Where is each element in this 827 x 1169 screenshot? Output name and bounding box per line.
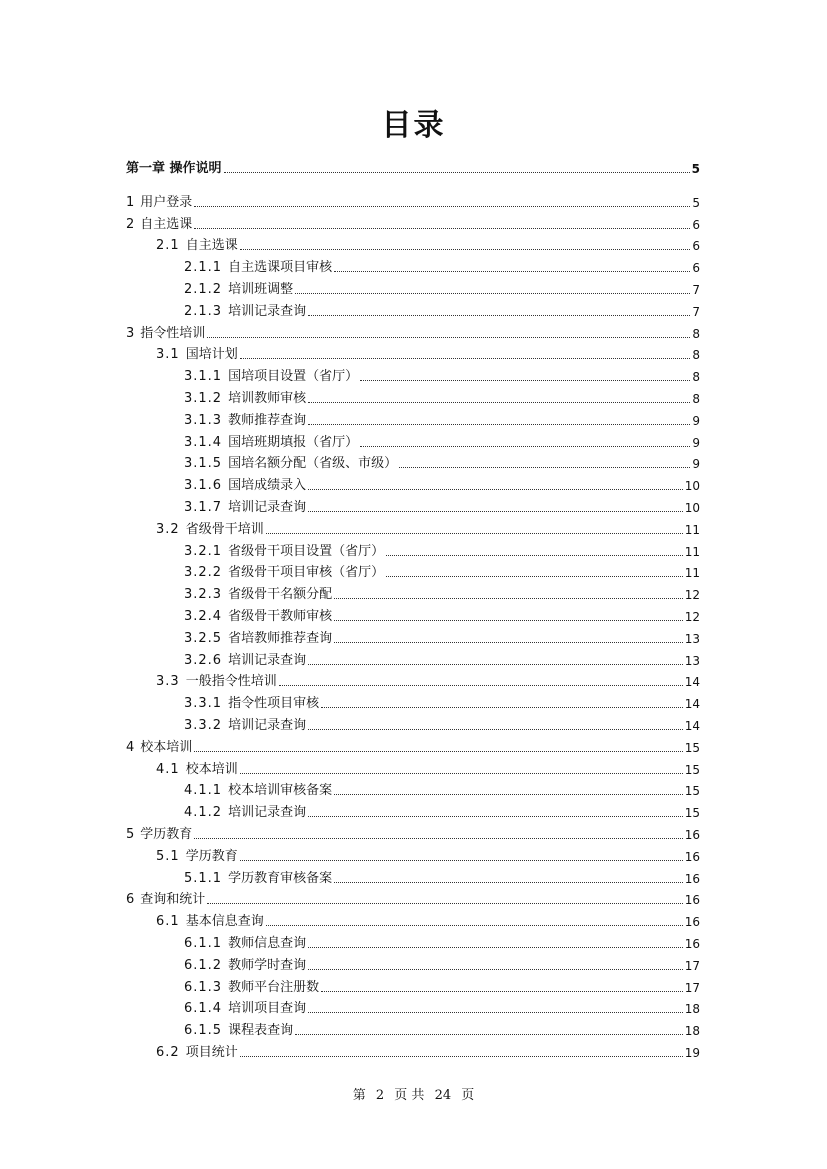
toc-dot-leader <box>308 511 683 512</box>
toc-entry-page: 17 <box>684 958 700 973</box>
toc-dot-leader <box>334 794 683 795</box>
toc-entry-page: 10 <box>684 479 700 494</box>
toc-entry[interactable] <box>184 996 700 1016</box>
toc-entry-page: 15 <box>684 762 700 777</box>
toc-entry-page: 5 <box>692 195 700 210</box>
toc-dot-leader <box>308 947 683 948</box>
toc-entry-number: 3.1.7 <box>184 500 223 515</box>
toc-dot-leader <box>240 773 683 774</box>
toc-dot-leader <box>240 860 683 861</box>
toc-entry-title: 查询和统计 <box>140 892 206 908</box>
toc-entry-title: 教师学时查询 <box>228 957 307 973</box>
toc-dot-leader <box>399 467 690 468</box>
toc-entry-title: 培训记录查询 <box>228 718 307 733</box>
toc-entry-title: 培训教师审核 <box>228 391 307 406</box>
toc-entry-page: 18 <box>684 1024 700 1039</box>
toc-entry-number: 6.1.1 <box>184 936 223 951</box>
toc-dot-leader <box>194 206 690 207</box>
toc-entry-number: 3.1.4 <box>184 434 223 450</box>
toc-entry-title: 培训记录查询 <box>228 500 307 515</box>
toc-entry-title: 国培计划 <box>185 347 238 363</box>
toc-entry-page: 17 <box>684 980 700 995</box>
toc-entry[interactable] <box>156 517 700 537</box>
toc-entry-page: 8 <box>692 326 700 341</box>
toc-entry-title: 指令性培训 <box>140 325 206 341</box>
toc-dot-leader <box>279 685 683 686</box>
toc-entry-title: 教师信息查询 <box>228 936 307 951</box>
toc-entry-page: 6 <box>692 239 700 254</box>
toc-entry-title: 省级骨干培训 <box>185 521 264 537</box>
toc-entry-page: 9 <box>692 457 700 472</box>
toc-entry-number: 6.1.5 <box>184 1023 223 1039</box>
toc-entry-number: 3.2.1 <box>184 543 223 559</box>
toc-entry[interactable] <box>184 364 700 384</box>
toc-entry[interactable] <box>184 778 700 798</box>
toc-dot-leader <box>308 816 683 817</box>
toc-entry[interactable] <box>156 757 700 777</box>
footer-suffix: 页 <box>461 1088 475 1103</box>
toc-entry-title: 国培项目设置（省厅） <box>228 369 359 385</box>
toc-entry-number: 3.3.2 <box>184 718 223 733</box>
toc-entry[interactable] <box>156 342 700 362</box>
toc-entry[interactable] <box>184 931 700 951</box>
toc-dot-leader <box>308 489 683 490</box>
toc-entry[interactable] <box>184 473 700 493</box>
toc-dot-leader <box>266 533 683 534</box>
toc-entry-number: 2.1.2 <box>184 282 223 297</box>
toc-entry[interactable] <box>184 277 700 297</box>
toc-dot-leader <box>240 358 691 359</box>
toc-entry-number: 5.1.1 <box>184 870 223 886</box>
toc-entry-number: 3.1.2 <box>184 391 223 406</box>
toc-entry-title: 培训班调整 <box>228 282 294 297</box>
toc-entry-title: 用户登录 <box>140 194 193 210</box>
toc-entry-page: 14 <box>684 675 700 690</box>
toc-entry[interactable] <box>184 495 700 515</box>
toc-entry[interactable] <box>126 321 700 341</box>
toc-dot-leader <box>240 1056 683 1057</box>
toc-dot-leader <box>308 1012 683 1013</box>
toc-dot-leader <box>334 598 683 599</box>
toc-entry-number: 2.1 <box>156 238 180 254</box>
toc-entry-number: 3.3.1 <box>184 696 223 712</box>
toc-entry-title: 国培成绩录入 <box>228 478 307 494</box>
toc-dot-leader <box>308 664 683 665</box>
toc-entry-page: 14 <box>684 697 700 712</box>
toc-entry[interactable] <box>126 822 700 842</box>
footer-prefix: 第 <box>352 1088 366 1103</box>
toc-entry-number: 5 <box>126 827 135 842</box>
toc-entry-number: 6.2 <box>156 1045 180 1060</box>
toc-entry-title: 省级骨干项目设置（省厅） <box>228 543 385 559</box>
footer-total-pages: 24 <box>434 1088 452 1103</box>
toc-entry-page: 13 <box>684 631 700 646</box>
toc-entry-title: 学历教育 <box>140 827 193 842</box>
page-title: 目录 <box>381 108 446 143</box>
toc-entry-page: 16 <box>684 849 700 864</box>
toc-entry[interactable] <box>126 190 700 210</box>
toc-entry-page: 15 <box>684 784 700 799</box>
toc-entry-title: 基本信息查询 <box>185 914 264 930</box>
toc-dot-leader <box>266 925 683 926</box>
toc-entry-page: 16 <box>684 828 700 842</box>
page-footer <box>0 1084 827 1103</box>
toc-entry-title: 省培教师推荐查询 <box>228 630 333 646</box>
toc-entry[interactable] <box>184 386 700 406</box>
toc-dot-leader <box>194 751 682 752</box>
toc-entry[interactable] <box>184 691 700 711</box>
toc-entry-number: 3.1.3 <box>184 412 223 428</box>
toc-entry[interactable] <box>184 953 700 973</box>
toc-entry-page: 16 <box>684 871 700 886</box>
toc-entry-page: 12 <box>684 588 700 603</box>
toc-entry-title: 自主选课 <box>140 216 193 232</box>
toc-entry[interactable] <box>184 626 700 646</box>
toc-entry-title: 国培班期填报（省厅） <box>228 434 359 450</box>
toc-entry[interactable] <box>184 648 700 668</box>
toc-entry[interactable] <box>156 909 700 929</box>
toc-entry-number: 3.1.6 <box>184 478 223 494</box>
toc-dot-leader <box>295 1034 683 1035</box>
toc-entry-number: 3.1 <box>156 347 180 363</box>
toc-entry-page: 18 <box>684 1002 700 1017</box>
toc-entry-title: 培训记录查询 <box>228 652 307 668</box>
toc-entry-number: 6.1.4 <box>184 1001 223 1017</box>
toc-entry-title: 培训记录查询 <box>228 805 307 821</box>
toc-dot-leader <box>360 446 690 447</box>
toc-dot-leader <box>207 903 682 904</box>
toc-dot-leader <box>194 838 682 839</box>
toc-dot-leader <box>334 620 683 621</box>
toc-dot-leader <box>194 228 690 229</box>
toc-entry-number: 4 <box>126 739 135 755</box>
toc-entry-page: 13 <box>684 653 700 668</box>
toc-dot-leader <box>386 555 683 556</box>
toc-entry-title: 教师平台注册数 <box>228 979 320 995</box>
toc-dot-leader <box>360 380 690 381</box>
toc-entry[interactable] <box>184 299 700 319</box>
toc-entry-title: 教师推荐查询 <box>228 412 307 428</box>
toc-entry[interactable] <box>156 844 700 864</box>
toc-entry-title: 课程表查询 <box>228 1023 294 1039</box>
toc-entry-number: 6.1.2 <box>184 957 223 973</box>
toc-entry-page: 7 <box>692 304 700 319</box>
toc-entry-title: 省级骨干项目审核（省厅） <box>228 565 385 581</box>
toc-entry-title: 国培名额分配（省级、市级） <box>228 456 398 472</box>
toc-entry[interactable] <box>184 451 700 471</box>
toc-entry-page: 11 <box>684 522 700 537</box>
toc-entry-number: 3.3 <box>156 674 180 690</box>
toc-entry-title: 培训项目查询 <box>228 1001 307 1017</box>
toc-dot-leader <box>207 337 690 338</box>
toc-entry-title: 自主选课项目审核 <box>228 260 333 276</box>
toc-entry-page: 16 <box>684 915 700 930</box>
toc-dot-leader <box>224 172 690 173</box>
toc-entry-page: 8 <box>692 370 700 385</box>
toc-entry-title: 省级骨干名额分配 <box>228 587 333 603</box>
toc-entry-number: 6.1.3 <box>184 979 223 995</box>
toc-entry-title: 一般指令性培训 <box>185 674 277 690</box>
toc-entry-page: 19 <box>684 1046 700 1060</box>
toc-entry-number: 3.2 <box>156 521 180 537</box>
toc-entry-page: 6 <box>692 261 700 276</box>
toc-dot-leader <box>386 576 683 577</box>
toc-entry-number: 3.2.4 <box>184 609 223 624</box>
toc-entry[interactable] <box>184 866 700 886</box>
toc-entry[interactable] <box>126 735 700 755</box>
toc-entry-title: 学历教育 <box>185 848 238 864</box>
toc-entry[interactable] <box>184 430 700 450</box>
toc-entry-page: 14 <box>684 719 700 733</box>
toc-entry-page: 11 <box>684 566 700 581</box>
toc-entry-page: 6 <box>692 217 700 232</box>
toc-entry-page: 9 <box>692 413 700 428</box>
toc-entry-page: 7 <box>692 283 700 297</box>
toc-entry-page: 11 <box>684 544 700 559</box>
toc-dot-leader <box>321 991 683 992</box>
toc-entry[interactable] <box>184 604 700 624</box>
toc-entry-number: 2 <box>126 216 135 232</box>
toc-entry-page: 16 <box>684 937 700 951</box>
toc-dot-leader <box>334 642 683 643</box>
toc-dot-leader <box>308 402 690 403</box>
toc-entry-number: 6.1 <box>156 914 180 930</box>
toc-entry-page: 8 <box>692 392 700 406</box>
toc-entry-number: 3.2.6 <box>184 652 223 668</box>
toc-entry[interactable] <box>126 156 700 176</box>
toc-entry-title: 省级骨干教师审核 <box>228 609 333 624</box>
toc-entry[interactable] <box>184 1018 700 1038</box>
toc-entry-number: 4.1 <box>156 761 180 777</box>
toc-entry-page: 9 <box>692 435 700 450</box>
toc-entry-page: 12 <box>684 610 700 624</box>
toc-entry-page: 10 <box>684 501 700 515</box>
toc-entry-number: 6 <box>126 892 135 908</box>
toc-entry[interactable] <box>156 1040 700 1060</box>
toc-entry-number: 2.1.3 <box>184 303 223 319</box>
toc-entry-page: 5 <box>691 162 700 176</box>
toc-entry-number: 3.1.5 <box>184 456 223 472</box>
toc-dot-leader <box>308 969 683 970</box>
toc-entry[interactable] <box>156 669 700 689</box>
toc-entry-number: 3 <box>126 325 135 341</box>
toc-entry[interactable] <box>184 408 700 428</box>
footer-current-page: 2 <box>375 1088 385 1103</box>
footer-mid: 页 共 <box>394 1088 425 1103</box>
toc-entry[interactable] <box>184 255 700 275</box>
toc-entry-number: 3.2.2 <box>184 565 223 581</box>
toc-entry-number: 3.2.5 <box>184 630 223 646</box>
toc-entry[interactable] <box>156 233 700 253</box>
toc-dot-leader <box>308 424 690 425</box>
toc-entry-title: 学历教育审核备案 <box>228 870 333 886</box>
toc-entry-title: 第一章 操作说明 <box>126 161 222 176</box>
toc-entry[interactable] <box>184 713 700 733</box>
toc-entry[interactable] <box>184 800 700 820</box>
toc-entry-page: 16 <box>684 893 700 908</box>
toc-entry-page: 15 <box>684 806 700 821</box>
toc-dot-leader <box>334 882 683 883</box>
toc-entry-number: 5.1 <box>156 848 180 864</box>
toc-dot-leader <box>308 315 690 316</box>
toc-entry-title: 校本培训 <box>140 739 193 755</box>
toc-entry-page: 8 <box>692 348 700 363</box>
toc-dot-leader <box>295 293 690 294</box>
toc-entry-page: 15 <box>684 740 700 755</box>
toc-entry-number: 4.1.1 <box>184 783 223 799</box>
toc-entry-number: 4.1.2 <box>184 805 223 821</box>
toc-entry-title: 指令性项目审核 <box>228 696 320 712</box>
toc-dot-leader <box>240 249 691 250</box>
toc-entry[interactable] <box>126 212 700 232</box>
toc-entry[interactable] <box>184 975 700 995</box>
toc-entry-title: 培训记录查询 <box>228 303 307 319</box>
toc-entry-title: 校本培训 <box>185 761 238 777</box>
toc-entry-number: 1 <box>126 194 135 210</box>
toc-entry-title: 校本培训审核备案 <box>228 783 333 799</box>
toc-entry[interactable] <box>184 582 700 602</box>
toc-dot-leader <box>334 271 690 272</box>
toc-entry-number: 3.2.3 <box>184 587 223 603</box>
toc-entry[interactable] <box>184 560 700 580</box>
toc-entry[interactable] <box>184 539 700 559</box>
toc-entry-number: 2.1.1 <box>184 260 223 276</box>
toc-dot-leader <box>308 729 683 730</box>
toc-entry-number: 3.1.1 <box>184 369 223 385</box>
toc-dot-leader <box>321 707 683 708</box>
toc-entry-title: 自主选课 <box>185 238 238 254</box>
toc-entry[interactable] <box>126 887 700 907</box>
toc-entry-title: 项目统计 <box>185 1045 238 1060</box>
